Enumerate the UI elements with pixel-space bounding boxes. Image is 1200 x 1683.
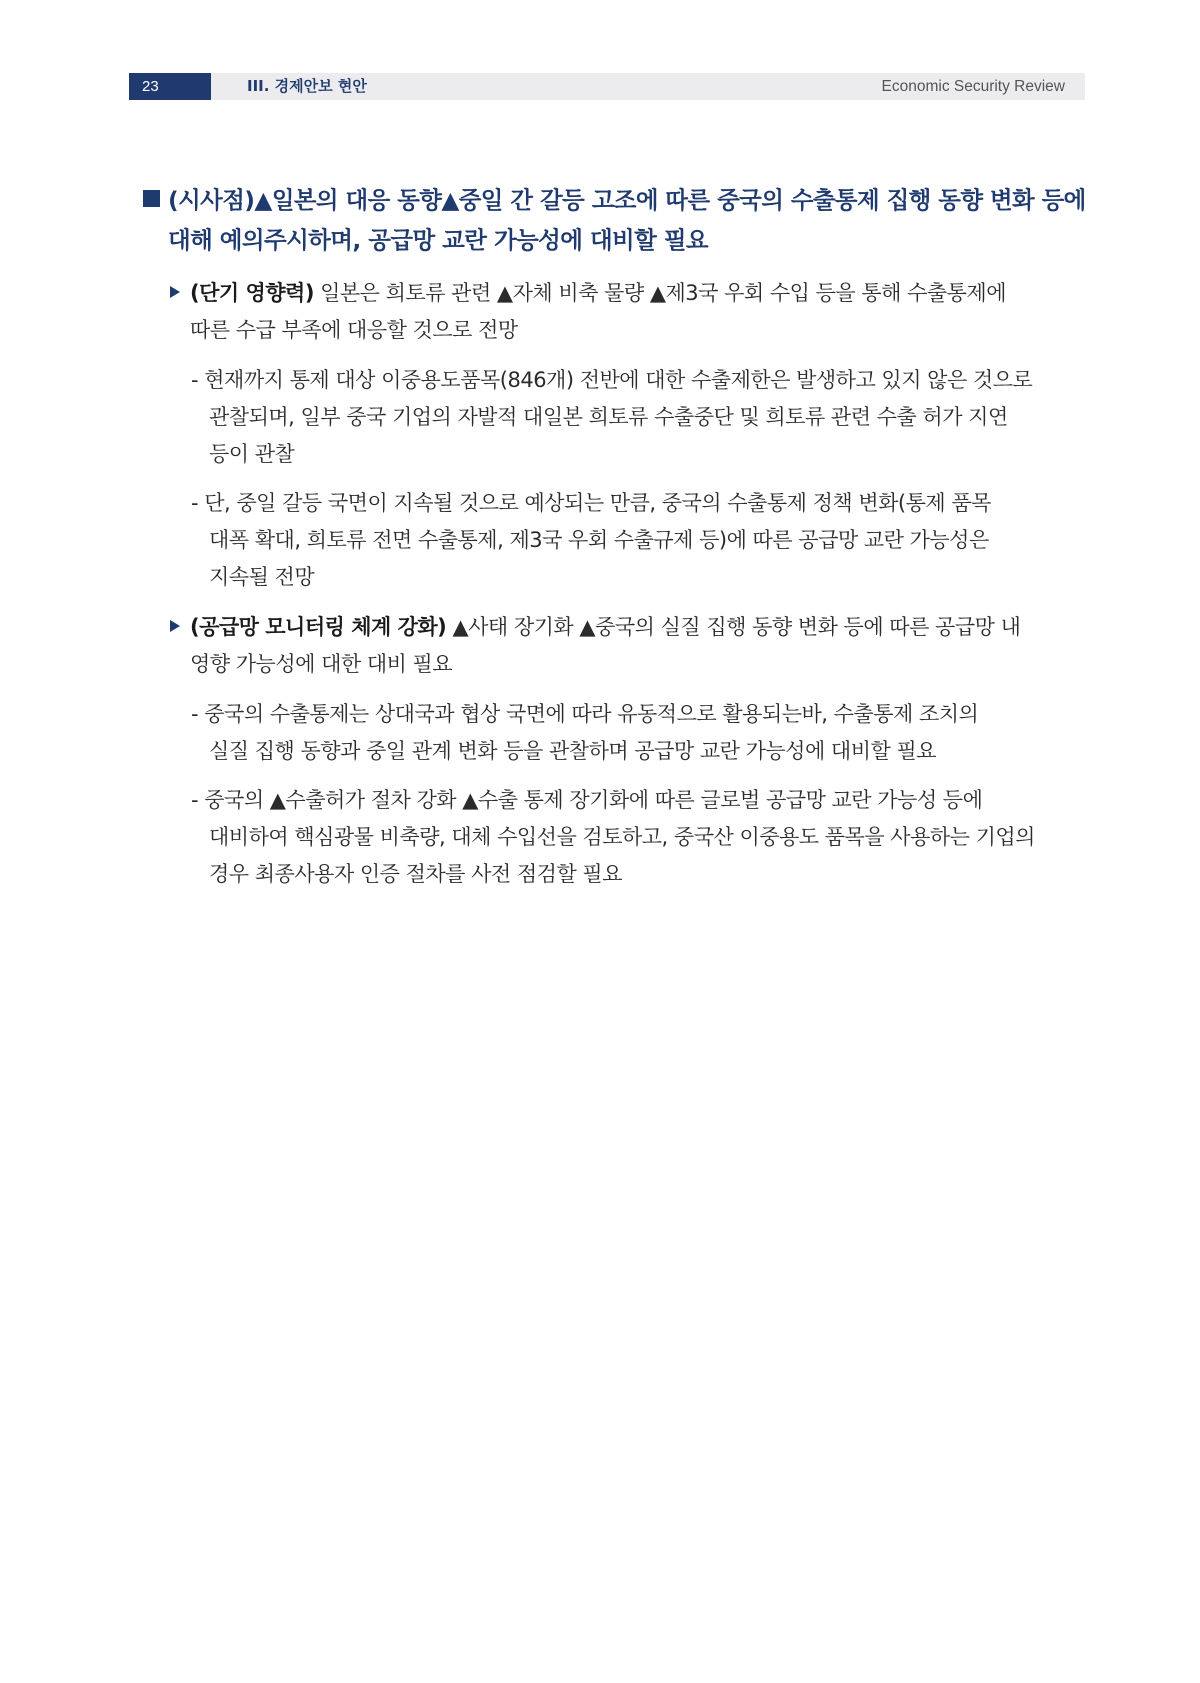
triangle-bullet-icon xyxy=(170,286,180,298)
point-text: 일본은 희토류 관련 ▲자체 비축 물량 ▲제3국 우회 수입 등을 통해 수출통제에 xyxy=(313,281,1006,305)
heading-line: 대해 예의주시하며, 공급망 교란 가능성에 대비할 필요 xyxy=(168,226,709,254)
sub-point-line: - 단, 중일 갈등 국면이 지속될 것으로 예상되는 만큼, 중국의 수출통제 정책 변화(통제 품목 xyxy=(191,491,991,515)
point-line xyxy=(190,277,1006,307)
sub-point-line: 실질 집행 동향과 중일 관계 변화 등을 관찰하며 공급망 교란 가능성에 대비할 필요 xyxy=(209,739,937,763)
journal-name: Economic Security Review xyxy=(881,78,1065,95)
point-text: ▲사태 장기화 ▲중국의 실질 집행 동향 변화 등에 따른 공급망 내 xyxy=(446,615,1021,639)
section-title: III. 경제안보 현안 xyxy=(247,77,367,95)
sub-point-line: 대폭 확대, 희토류 전면 수출통제, 제3국 우회 수출규제 등)에 따른 공급망 교란 가능성은 xyxy=(209,528,989,552)
sub-point-line: 관찰되며, 일부 중국 기업의 자발적 대일본 희토류 수출중단 및 희토류 관련 수출 허가 지연 xyxy=(209,405,1008,429)
point-line xyxy=(190,611,1020,641)
sub-point-line: 등이 관찰 xyxy=(209,442,295,466)
point-line: 영향 가능성에 대한 대비 필요 xyxy=(190,652,453,676)
triangle-bullet-icon xyxy=(170,620,180,632)
sub-point-line: - 중국의 수출통제는 상대국과 협상 국면에 따라 유동적으로 활용되는바, 수출통제 조치의 xyxy=(191,702,979,726)
sub-point-line: - 중국의 ▲수출허가 절차 강화 ▲수출 통제 장기화에 따른 글로벌 공급망 교란 가능성 등에 xyxy=(191,788,983,812)
sub-point-line: 경우 최종사용자 인증 절차를 사전 점검할 필요 xyxy=(209,862,622,886)
heading-bullet-icon xyxy=(143,190,160,207)
sub-point-line: 지속될 전망 xyxy=(209,565,315,589)
point-label: (공급망 모니터링 체계 강화) xyxy=(190,615,447,639)
point-label: (단기 영향력) xyxy=(190,281,314,305)
page-number: 23 xyxy=(129,73,211,100)
page-header xyxy=(129,73,1085,100)
point-line: 따른 수급 부족에 대응할 것으로 전망 xyxy=(190,318,518,342)
heading-line: (시사점)▲일본의 대응 동향▲중일 간 갈등 고조에 따른 중국의 수출통제 집행 동향 변화 등에 xyxy=(168,186,1086,214)
sub-point-line: - 현재까지 통제 대상 이중용도품목(846개) 전반에 대한 수출제한은 발생하고 있지 않은 것으로 xyxy=(191,368,1033,392)
sub-point-line: 대비하여 핵심광물 비축량, 대체 수입선을 검토하고, 중국산 이중용도 품목을 사용하는 기업의 xyxy=(209,825,1035,849)
